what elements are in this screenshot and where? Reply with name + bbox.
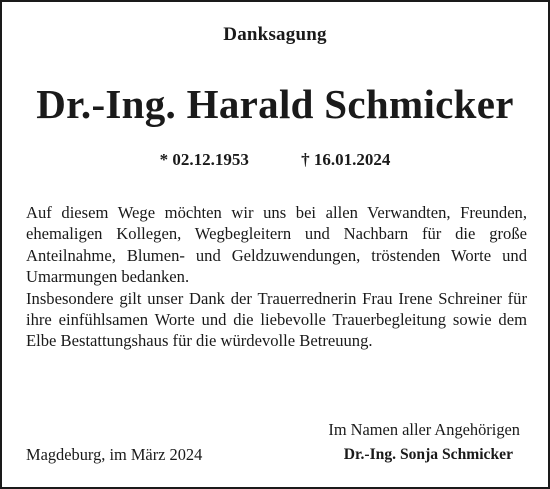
thanks-paragraph-2: Insbesondere gilt unser Dank der Trauerrednerin Frau Irene Schreiner für ihre einfühlsamen Worte und die liebevolle Trauerbegleitung sowie dem Elbe Bestattungshaus für die würdevolle Betreuung.	[26, 288, 527, 351]
signatory-name: Dr.-Ing. Sonja Schmicker	[343, 446, 513, 463]
thanks-paragraph-1: Auf diesem Wege möchten wir uns bei allen Verwandten, Freunden, ehemaligen Kollegen, Wegbegleitern und Nachbarn für die große Anteilnahme, Blumen- und Geldzuwendungen, tröstenden Worte und Umarmungen bedanken.	[26, 203, 527, 287]
notice-heading: Danksagung	[223, 24, 327, 45]
place-and-date: Magdeburg, im März 2024	[26, 445, 203, 464]
birth-date: * 02.12.1953	[159, 150, 249, 169]
life-dates	[2, 150, 548, 170]
death-date: † 16.01.2024	[301, 150, 391, 169]
deceased-name: Dr.-Ing. Harald Schmicker	[36, 81, 514, 127]
thanks-text	[26, 202, 527, 352]
on-behalf-line: Im Namen aller Angehörigen	[328, 420, 520, 439]
